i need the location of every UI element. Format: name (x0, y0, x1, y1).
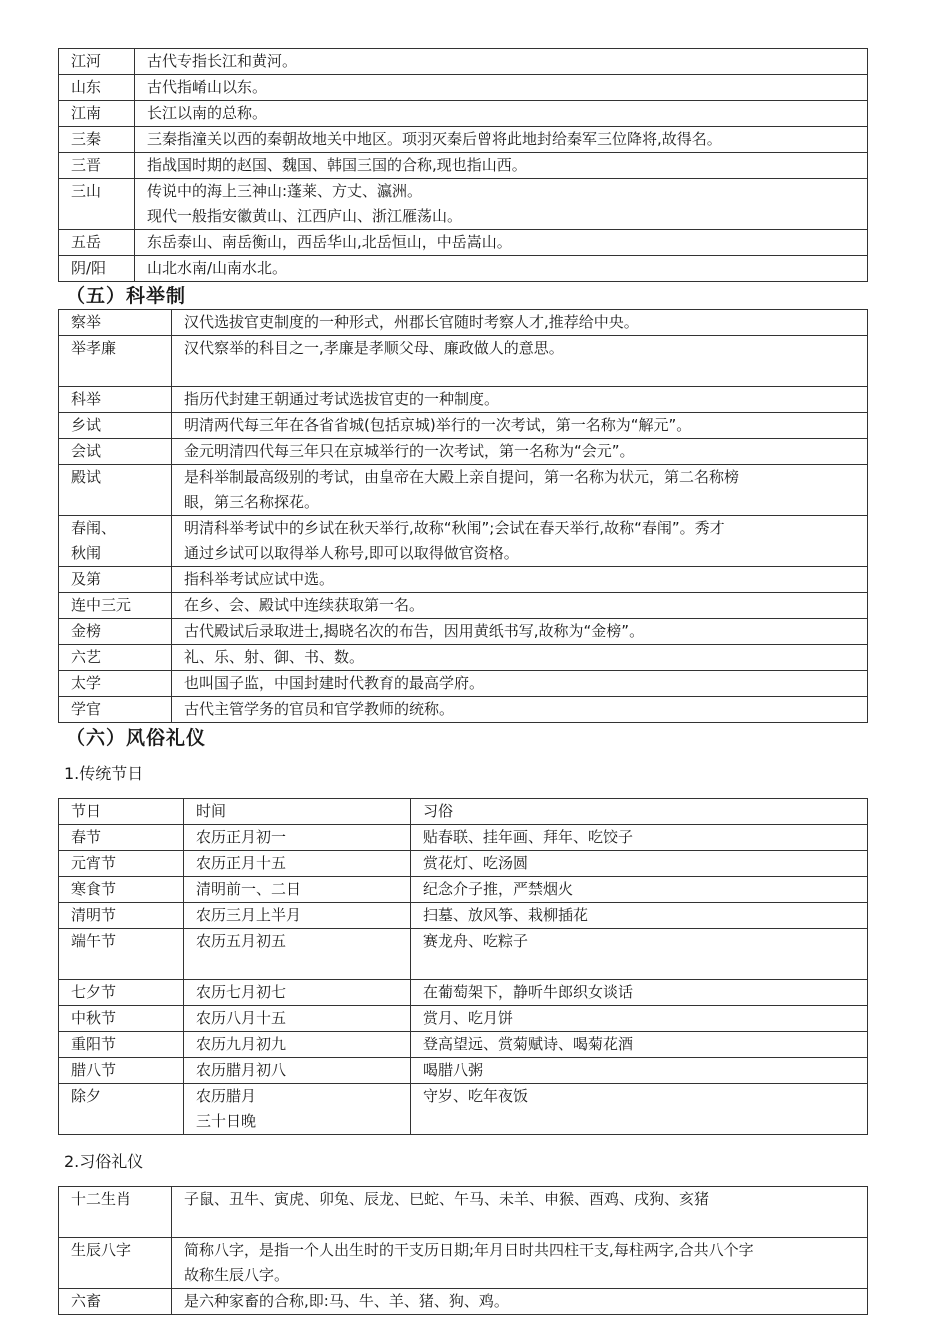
festival-header-row (59, 799, 868, 825)
definition-cell (135, 101, 868, 127)
festival-time-cell-line: 清明前一、二日 (196, 880, 302, 898)
definition-cell (172, 516, 868, 567)
keju-table (58, 309, 868, 723)
table-row (59, 619, 868, 645)
definition-cell-line: 古代专指长江和黄河。 (147, 52, 298, 70)
festival-custom-cell: 贴春联、挂年画、拜年、吃饺子 (411, 825, 868, 851)
table-row (59, 1032, 868, 1058)
term-cell: 五岳 (59, 230, 135, 256)
definition-cell (135, 230, 868, 256)
table-row (59, 75, 868, 101)
definition-cell (172, 1187, 868, 1238)
festival-time-cell (184, 851, 411, 877)
definition-cell-line: 长江以南的总称。 (147, 104, 268, 122)
definition-cell-line: 眼，第三名称探花。 (184, 493, 320, 511)
etiquette-subtitle: 2.习俗礼仪 (64, 1152, 144, 1171)
definition-cell (135, 49, 868, 75)
term-cell: 六畜 (59, 1289, 172, 1315)
definition-cell-line: 三秦指潼关以西的秦朝故地关中地区。项羽灭秦后曾将此地封给秦军三位降将,故得名。 (147, 130, 722, 148)
definition-cell-line: 故称生辰八字。 (184, 1266, 290, 1284)
term-cell (59, 516, 172, 567)
table-row (59, 929, 868, 980)
definition-cell-line: 古代指崤山以东。 (147, 78, 268, 96)
term-cell: 江南 (59, 101, 135, 127)
festival-time-cell-line: 农历正月十五 (196, 854, 287, 872)
term-cell-line: 秋闱 (71, 544, 102, 562)
table-row (59, 671, 868, 697)
term-cell-line: 乡试 (71, 416, 102, 434)
table-row (59, 439, 868, 465)
definition-cell (172, 465, 868, 516)
term-cell-line: 金榜 (71, 622, 102, 640)
term-cell-line: 太学 (71, 674, 102, 692)
festival-custom-cell: 喝腊八粥 (411, 1058, 868, 1084)
definition-cell (135, 256, 868, 282)
festival-time-cell (184, 903, 411, 929)
festival-name-cell: 端午节 (59, 929, 184, 980)
definition-cell (172, 413, 868, 439)
term-cell: 三晋 (59, 153, 135, 179)
table-row (59, 516, 868, 567)
table-row (59, 230, 868, 256)
term-cell-line: 科举 (71, 390, 102, 408)
festivals-subtitle: 1.传统节日 (64, 764, 144, 783)
definition-cell-line: 汉代察举的科目之一,孝廉是孝顺父母、廉政做人的意思。 (184, 339, 564, 357)
table-row (59, 465, 868, 516)
festival-time-cell-line: 农历三月上半月 (196, 906, 302, 924)
festival-table (58, 798, 868, 1135)
festival-time-cell-line: 农历七月初七 (196, 983, 287, 1001)
term-cell-line: 春闱、 (71, 519, 117, 537)
definition-cell (135, 153, 868, 179)
festival-time-cell (184, 877, 411, 903)
festival-name-cell: 清明节 (59, 903, 184, 929)
section-heading-keju: （五）科举制 (66, 285, 187, 307)
term-cell-line: 殿试 (71, 468, 102, 486)
table-row (59, 567, 868, 593)
term-cell-line: 六艺 (71, 648, 102, 666)
definition-cell (172, 336, 868, 387)
term-cell: 山东 (59, 75, 135, 101)
term-cell-line: 察举 (71, 313, 102, 331)
table-row (59, 179, 868, 230)
definition-cell (172, 619, 868, 645)
festival-time-cell-line: 农历腊月 (196, 1087, 257, 1105)
table-row (59, 153, 868, 179)
term-cell-line: 连中三元 (71, 596, 132, 614)
festival-name-cell: 除夕 (59, 1084, 184, 1135)
definition-cell (172, 593, 868, 619)
table-row (59, 593, 868, 619)
definition-cell-line: 是科举制最高级别的考试，由皇帝在大殿上亲自提问，第一名称为状元，第二名称榜 (184, 468, 740, 486)
definition-cell (172, 439, 868, 465)
festival-custom-cell: 守岁、吃年夜饭 (411, 1084, 868, 1135)
definition-cell-line: 礼、乐、射、御、书、数。 (184, 648, 365, 666)
festival-custom-cell: 登高望远、赏菊赋诗、喝菊花酒 (411, 1032, 868, 1058)
table-row (59, 101, 868, 127)
table-row (59, 877, 868, 903)
term-cell-line: 举孝廉 (71, 339, 117, 357)
table-row (59, 1238, 868, 1289)
festival-custom-cell: 赛龙舟、吃粽子 (411, 929, 868, 980)
definition-cell-line: 是六种家畜的合称,即:马、牛、羊、猪、狗、鸡。 (184, 1292, 509, 1310)
festival-time-cell (184, 1032, 411, 1058)
festival-time-cell (184, 980, 411, 1006)
definition-cell-line: 子鼠、丑牛、寅虎、卯兔、辰龙、巳蛇、午马、未羊、申猴、酉鸡、戌狗、亥猪 (184, 1190, 710, 1208)
table-row (59, 336, 868, 387)
term-cell: 三秦 (59, 127, 135, 153)
table-row (59, 903, 868, 929)
festival-name-cell: 春节 (59, 825, 184, 851)
festival-custom-cell: 在葡萄架下，静听牛郎织女谈话 (411, 980, 868, 1006)
festival-time-cell (184, 825, 411, 851)
term-cell (59, 336, 172, 387)
festival-name-cell: 七夕节 (59, 980, 184, 1006)
definition-cell-line: 传说中的海上三神山:蓬莱、方丈、瀛洲。 (147, 182, 423, 200)
term-cell (59, 413, 172, 439)
section-heading-customs: （六）风俗礼仪 (66, 727, 207, 749)
definition-cell-line: 古代主管学务的官员和官学教师的统称。 (184, 700, 455, 718)
definition-cell (172, 697, 868, 723)
term-cell-line: 学官 (71, 700, 102, 718)
table-row (59, 310, 868, 336)
definition-cell (172, 671, 868, 697)
definition-cell-line: 山北水南/山南水北。 (147, 259, 288, 277)
festival-custom-cell: 扫墓、放风筝、栽柳插花 (411, 903, 868, 929)
definition-cell-line: 古代殿试后录取进士,揭晓名次的布告，因用黄纸书写,故称为“金榜”。 (184, 622, 645, 640)
definition-cell-line: 在乡、会、殿试中连续获取第一名。 (184, 596, 425, 614)
definition-cell-line: 明清两代每三年在各省省城(包括京城)举行的一次考试，第一名称为“解元”。 (184, 416, 692, 434)
table-row (59, 980, 868, 1006)
definition-cell (172, 645, 868, 671)
term-cell-line: 会试 (71, 442, 102, 460)
definition-cell-line: 明清科举考试中的乡试在秋天举行,故称“秋闱”;会试在春天举行,故称“春闱”。秀才 (184, 519, 725, 537)
festival-custom-cell: 赏月、吃月饼 (411, 1006, 868, 1032)
festival-header-name: 节日 (59, 799, 184, 825)
festival-time-cell (184, 1084, 411, 1135)
term-cell (59, 697, 172, 723)
term-cell (59, 645, 172, 671)
definition-cell-line: 东岳泰山、南岳衡山，西岳华山,北岳恒山，中岳嵩山。 (147, 233, 512, 251)
definition-cell-line: 简称八字，是指一个人出生时的干支历日期;年月日时共四柱干支,每柱两字,合共八个字 (184, 1241, 754, 1259)
definition-cell (172, 310, 868, 336)
definition-cell-line: 汉代选拔官吏制度的一种形式，州郡长官随时考察人才,推荐给中央。 (184, 313, 639, 331)
table-row (59, 1289, 868, 1315)
term-cell: 三山 (59, 179, 135, 230)
festival-header-time: 时间 (184, 799, 411, 825)
definition-cell (172, 567, 868, 593)
festival-time-cell (184, 929, 411, 980)
festival-time-cell-line: 农历腊月初八 (196, 1061, 287, 1079)
table-row (59, 387, 868, 413)
festival-name-cell: 元宵节 (59, 851, 184, 877)
definition-cell-line: 通过乡试可以取得举人称号,即可以取得做官资格。 (184, 544, 519, 562)
term-cell (59, 465, 172, 516)
festival-name-cell: 寒食节 (59, 877, 184, 903)
festival-custom-cell: 纪念介子推，严禁烟火 (411, 877, 868, 903)
definition-cell (135, 179, 868, 230)
etiquette-table (58, 1186, 868, 1315)
table-row (59, 645, 868, 671)
term-cell (59, 310, 172, 336)
festival-time-cell-line: 农历正月初一 (196, 828, 287, 846)
festival-time-cell-line: 农历九月初九 (196, 1035, 287, 1053)
table-row (59, 1084, 868, 1135)
term-cell (59, 671, 172, 697)
festival-header-custom: 习俗 (411, 799, 868, 825)
festival-name-cell: 重阳节 (59, 1032, 184, 1058)
festival-time-cell-line: 农历八月十五 (196, 1009, 287, 1027)
festival-time-cell-line: 三十日晚 (196, 1112, 257, 1130)
festival-time-cell (184, 1058, 411, 1084)
table-row (59, 127, 868, 153)
definition-cell (172, 387, 868, 413)
term-cell (59, 593, 172, 619)
term-cell: 生辰八字 (59, 1238, 172, 1289)
term-cell (59, 567, 172, 593)
term-cell: 十二生肖 (59, 1187, 172, 1238)
definition-cell-line: 金元明清四代每三年只在京城举行的一次考试，第一名称为“会元”。 (184, 442, 635, 460)
definition-cell-line: 现代一般指安徽黄山、江西庐山、浙江雁荡山。 (147, 207, 463, 225)
festival-time-cell-line: 农历五月初五 (196, 932, 287, 950)
table-row (59, 825, 868, 851)
definition-cell (172, 1289, 868, 1315)
definition-cell-line: 也叫国子监，中国封建时代教育的最高学府。 (184, 674, 485, 692)
table-row (59, 413, 868, 439)
definition-cell (172, 1238, 868, 1289)
festival-custom-cell: 赏花灯、吃汤圆 (411, 851, 868, 877)
definition-cell-line: 指科举考试应试中选。 (184, 570, 335, 588)
table-row (59, 1006, 868, 1032)
geography-table (58, 48, 868, 282)
term-cell (59, 439, 172, 465)
term-cell: 江河 (59, 49, 135, 75)
festival-time-cell (184, 1006, 411, 1032)
table-row (59, 851, 868, 877)
table-row (59, 697, 868, 723)
festival-name-cell: 中秋节 (59, 1006, 184, 1032)
term-cell: 阴/阳 (59, 256, 135, 282)
term-cell-line: 及第 (71, 570, 102, 588)
table-row (59, 256, 868, 282)
definition-cell-line: 指历代封建王朝通过考试选拔官吏的一种制度。 (184, 390, 500, 408)
definition-cell (135, 75, 868, 101)
table-row (59, 49, 868, 75)
table-row (59, 1058, 868, 1084)
table-row (59, 1187, 868, 1238)
festival-name-cell: 腊八节 (59, 1058, 184, 1084)
definition-cell-line: 指战国时期的赵国、魏国、韩国三国的合称,现也指山西。 (147, 156, 527, 174)
term-cell (59, 387, 172, 413)
definition-cell (135, 127, 868, 153)
term-cell (59, 619, 172, 645)
